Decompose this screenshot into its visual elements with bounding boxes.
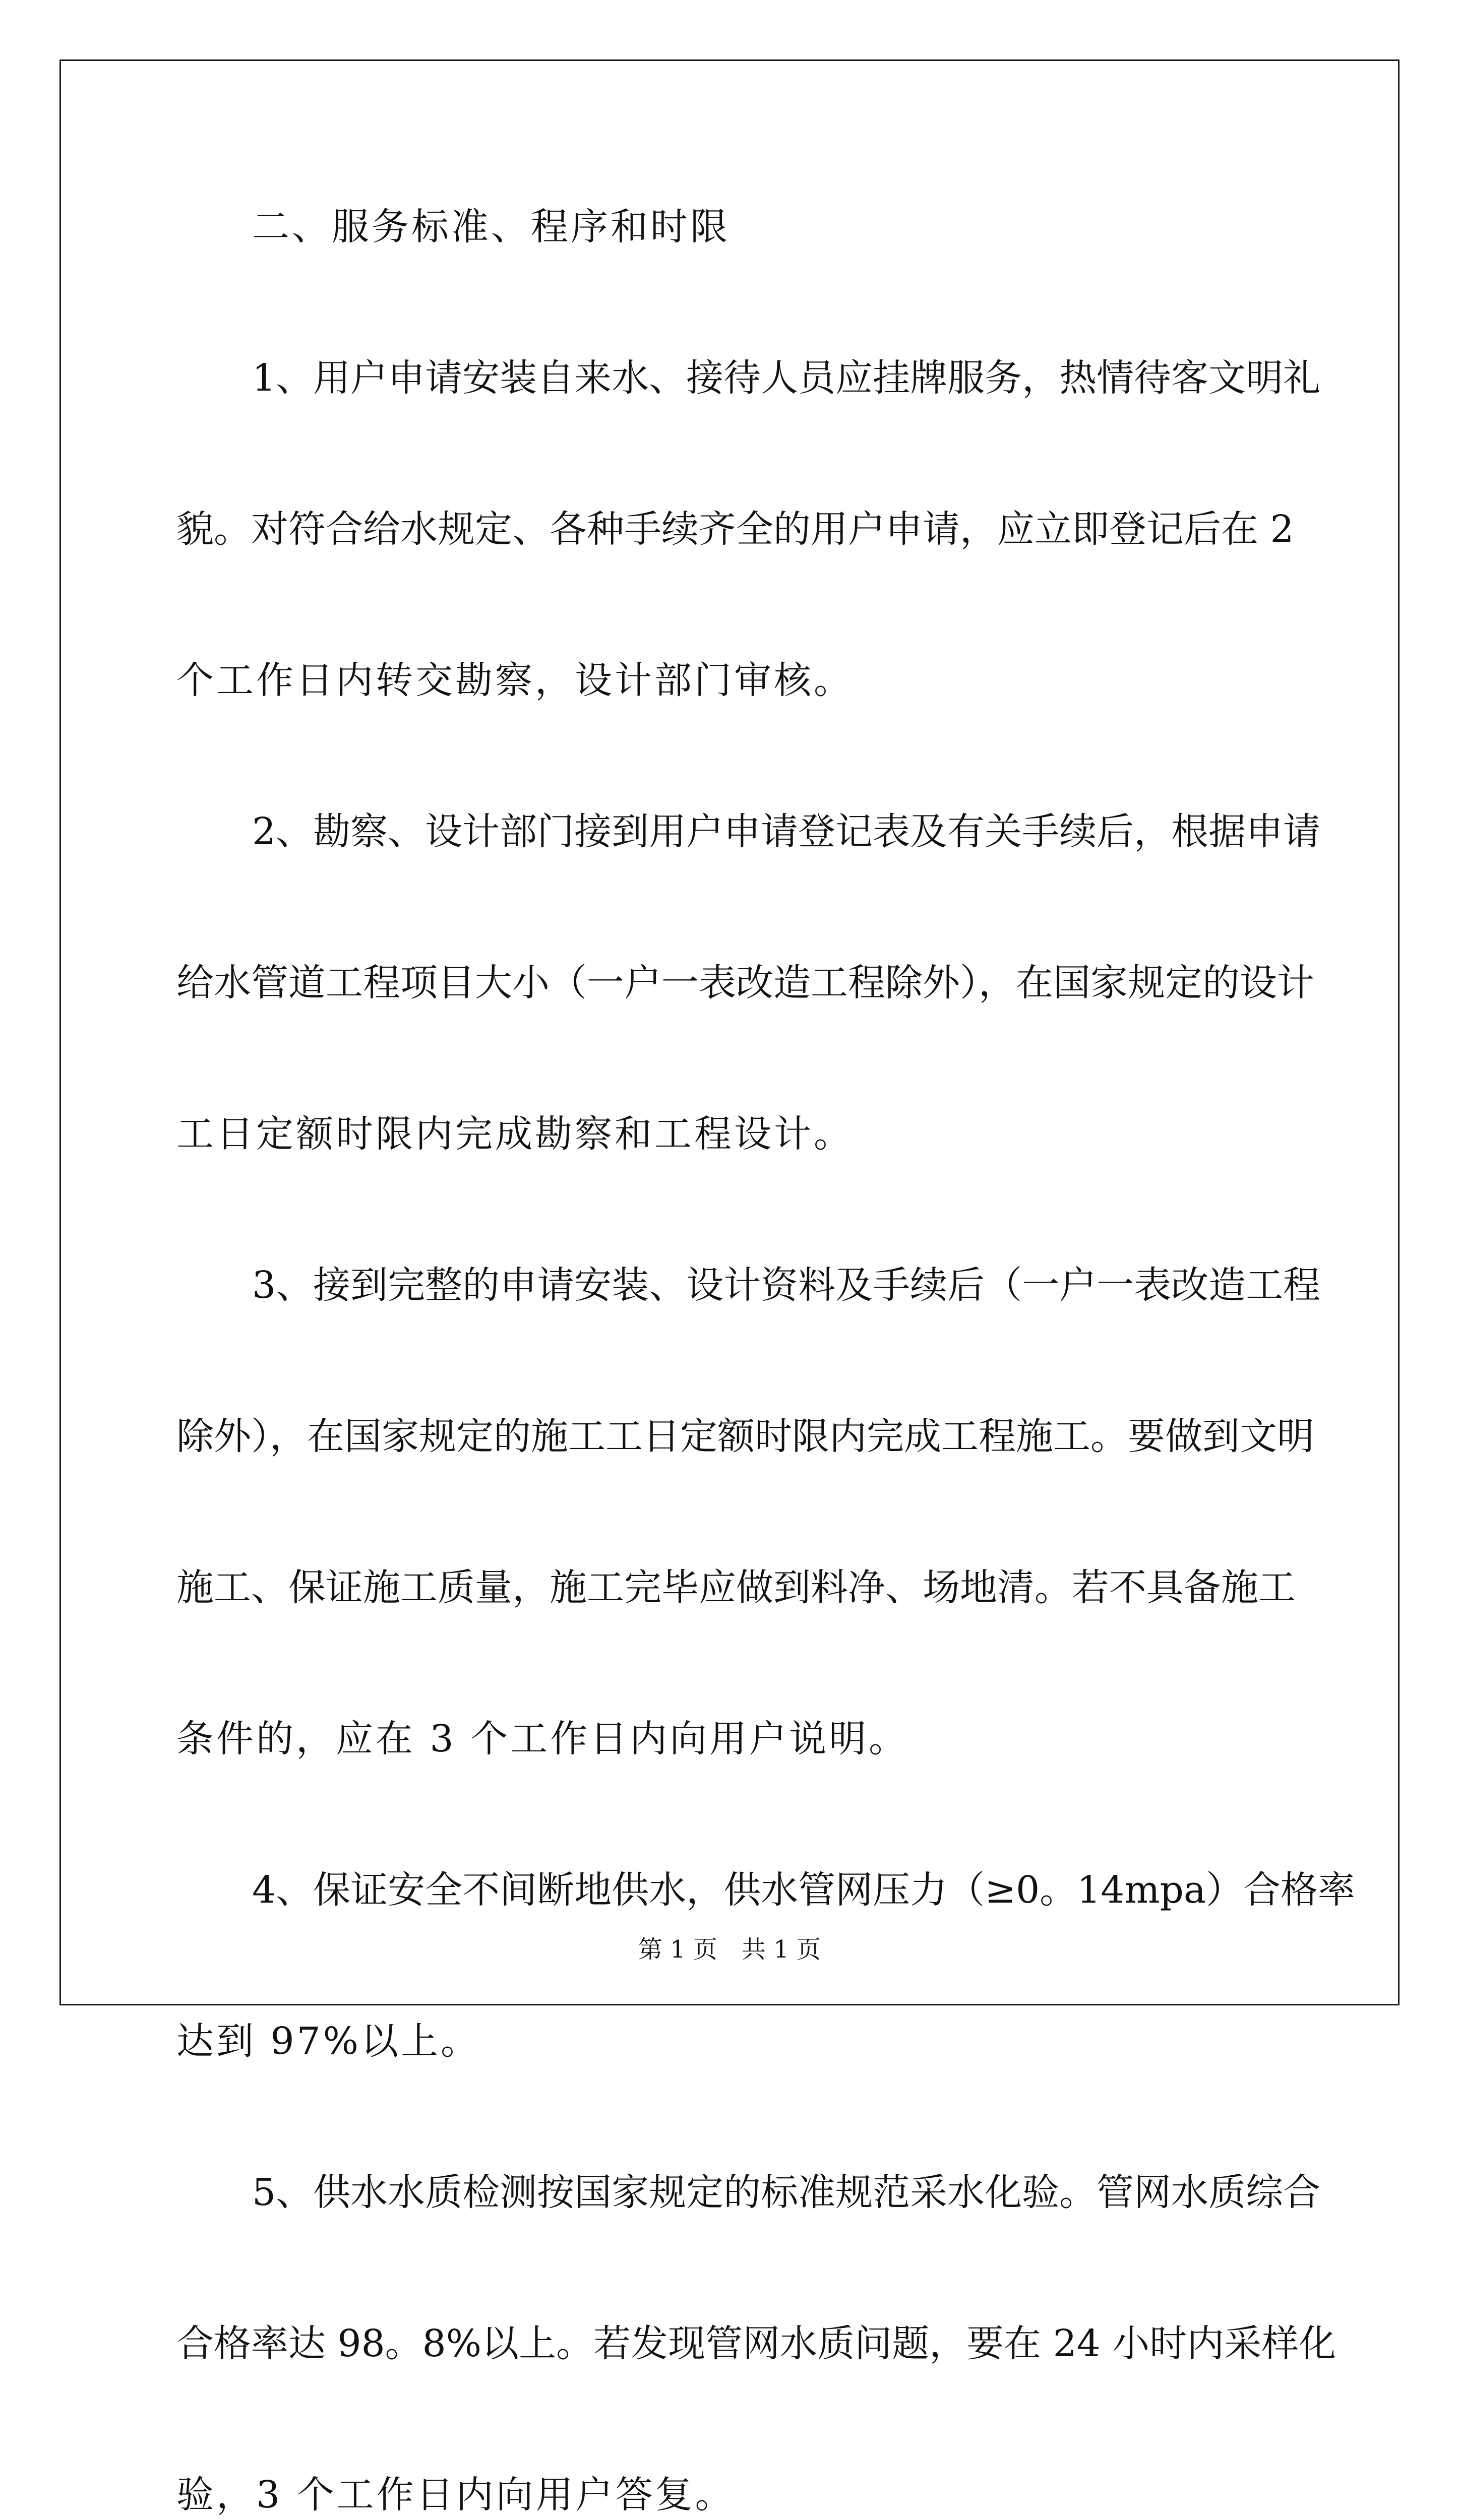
paragraph-gap: [176, 2079, 1286, 2155]
page-footer: 第 1 页 共 1 页: [638, 1935, 821, 1964]
paragraph-line: 达到 97%以上。: [176, 2020, 480, 2063]
paragraph-line: 5、供水水质检测按国家规定的标准规范采水化验。管网水质综合: [252, 2171, 1321, 2214]
paragraph-2: [176, 794, 1321, 1172]
paragraph-line: 貌。对符合给水规定、各种手续齐全的用户申请，应立即登记后在 2: [176, 508, 1294, 551]
paragraph-line: 施工、保证施工质量，施工完毕应做到料净、场地清。若不具备施工: [176, 1566, 1296, 1609]
line-gap: [176, 1021, 1286, 1096]
paragraph-gap: [176, 1172, 1286, 1247]
paragraph-5: [176, 2155, 1336, 2520]
line-gap: [176, 1323, 1286, 1399]
paragraph-line: 合格率达 98。8%以上。若发现管网水质问题，要在 24 小时内采样化: [176, 2322, 1336, 2365]
paragraph-4: [176, 1852, 1355, 2079]
line-gap: [176, 2381, 1286, 2457]
paragraph-line: 验，3 个工作日内向用户答复。: [176, 2473, 735, 2516]
line-gap: [176, 416, 1286, 491]
paragraph-line: 1、用户申请安装自来水、接待人员应挂牌服务，热情待客文明礼: [252, 356, 1321, 400]
line-gap: [176, 567, 1286, 643]
line-gap: [176, 1625, 1286, 1701]
paragraph-line: 4、保证安全不间断地供水，供水管网压力（≥0。14mpa）合格率: [252, 1868, 1355, 1912]
paragraph-line: 3、接到完整的申请安装、设计资料及手续后（一户一表改造工程: [252, 1264, 1321, 1307]
paragraph-line: 个工作日内转交勘察，设计部门审核。: [176, 659, 854, 702]
paragraph-line: 2、勘察、设计部门接到用户申请登记表及有关手续后，根据申请: [252, 810, 1321, 853]
line-gap: [176, 869, 1286, 945]
section-heading: 二、服务标准、程序和时限: [252, 205, 730, 248]
line-gap: [176, 2230, 1286, 2306]
paragraph-3: [176, 1247, 1321, 1777]
paragraph-line: 除外），在国家规定的施工工日定额时限内完成工程施工。要做到文明: [176, 1415, 1314, 1458]
paragraph-gap: [176, 718, 1286, 794]
paragraph-gap: [176, 265, 1286, 340]
paragraph-line: 条件的，应在 3 个工作日内向用户说明。: [176, 1717, 909, 1760]
paragraph-gap: [176, 1777, 1286, 1852]
paragraph-line: 给水管道工程项目大小（一户一表改造工程除外），在国家规定的设计: [176, 961, 1314, 1004]
line-gap: [176, 1474, 1286, 1550]
paragraph-1: [176, 340, 1321, 718]
document-body: [176, 189, 1355, 2520]
paragraph-line: 工日定额时限内完成勘察和工程设计。: [176, 1112, 854, 1156]
